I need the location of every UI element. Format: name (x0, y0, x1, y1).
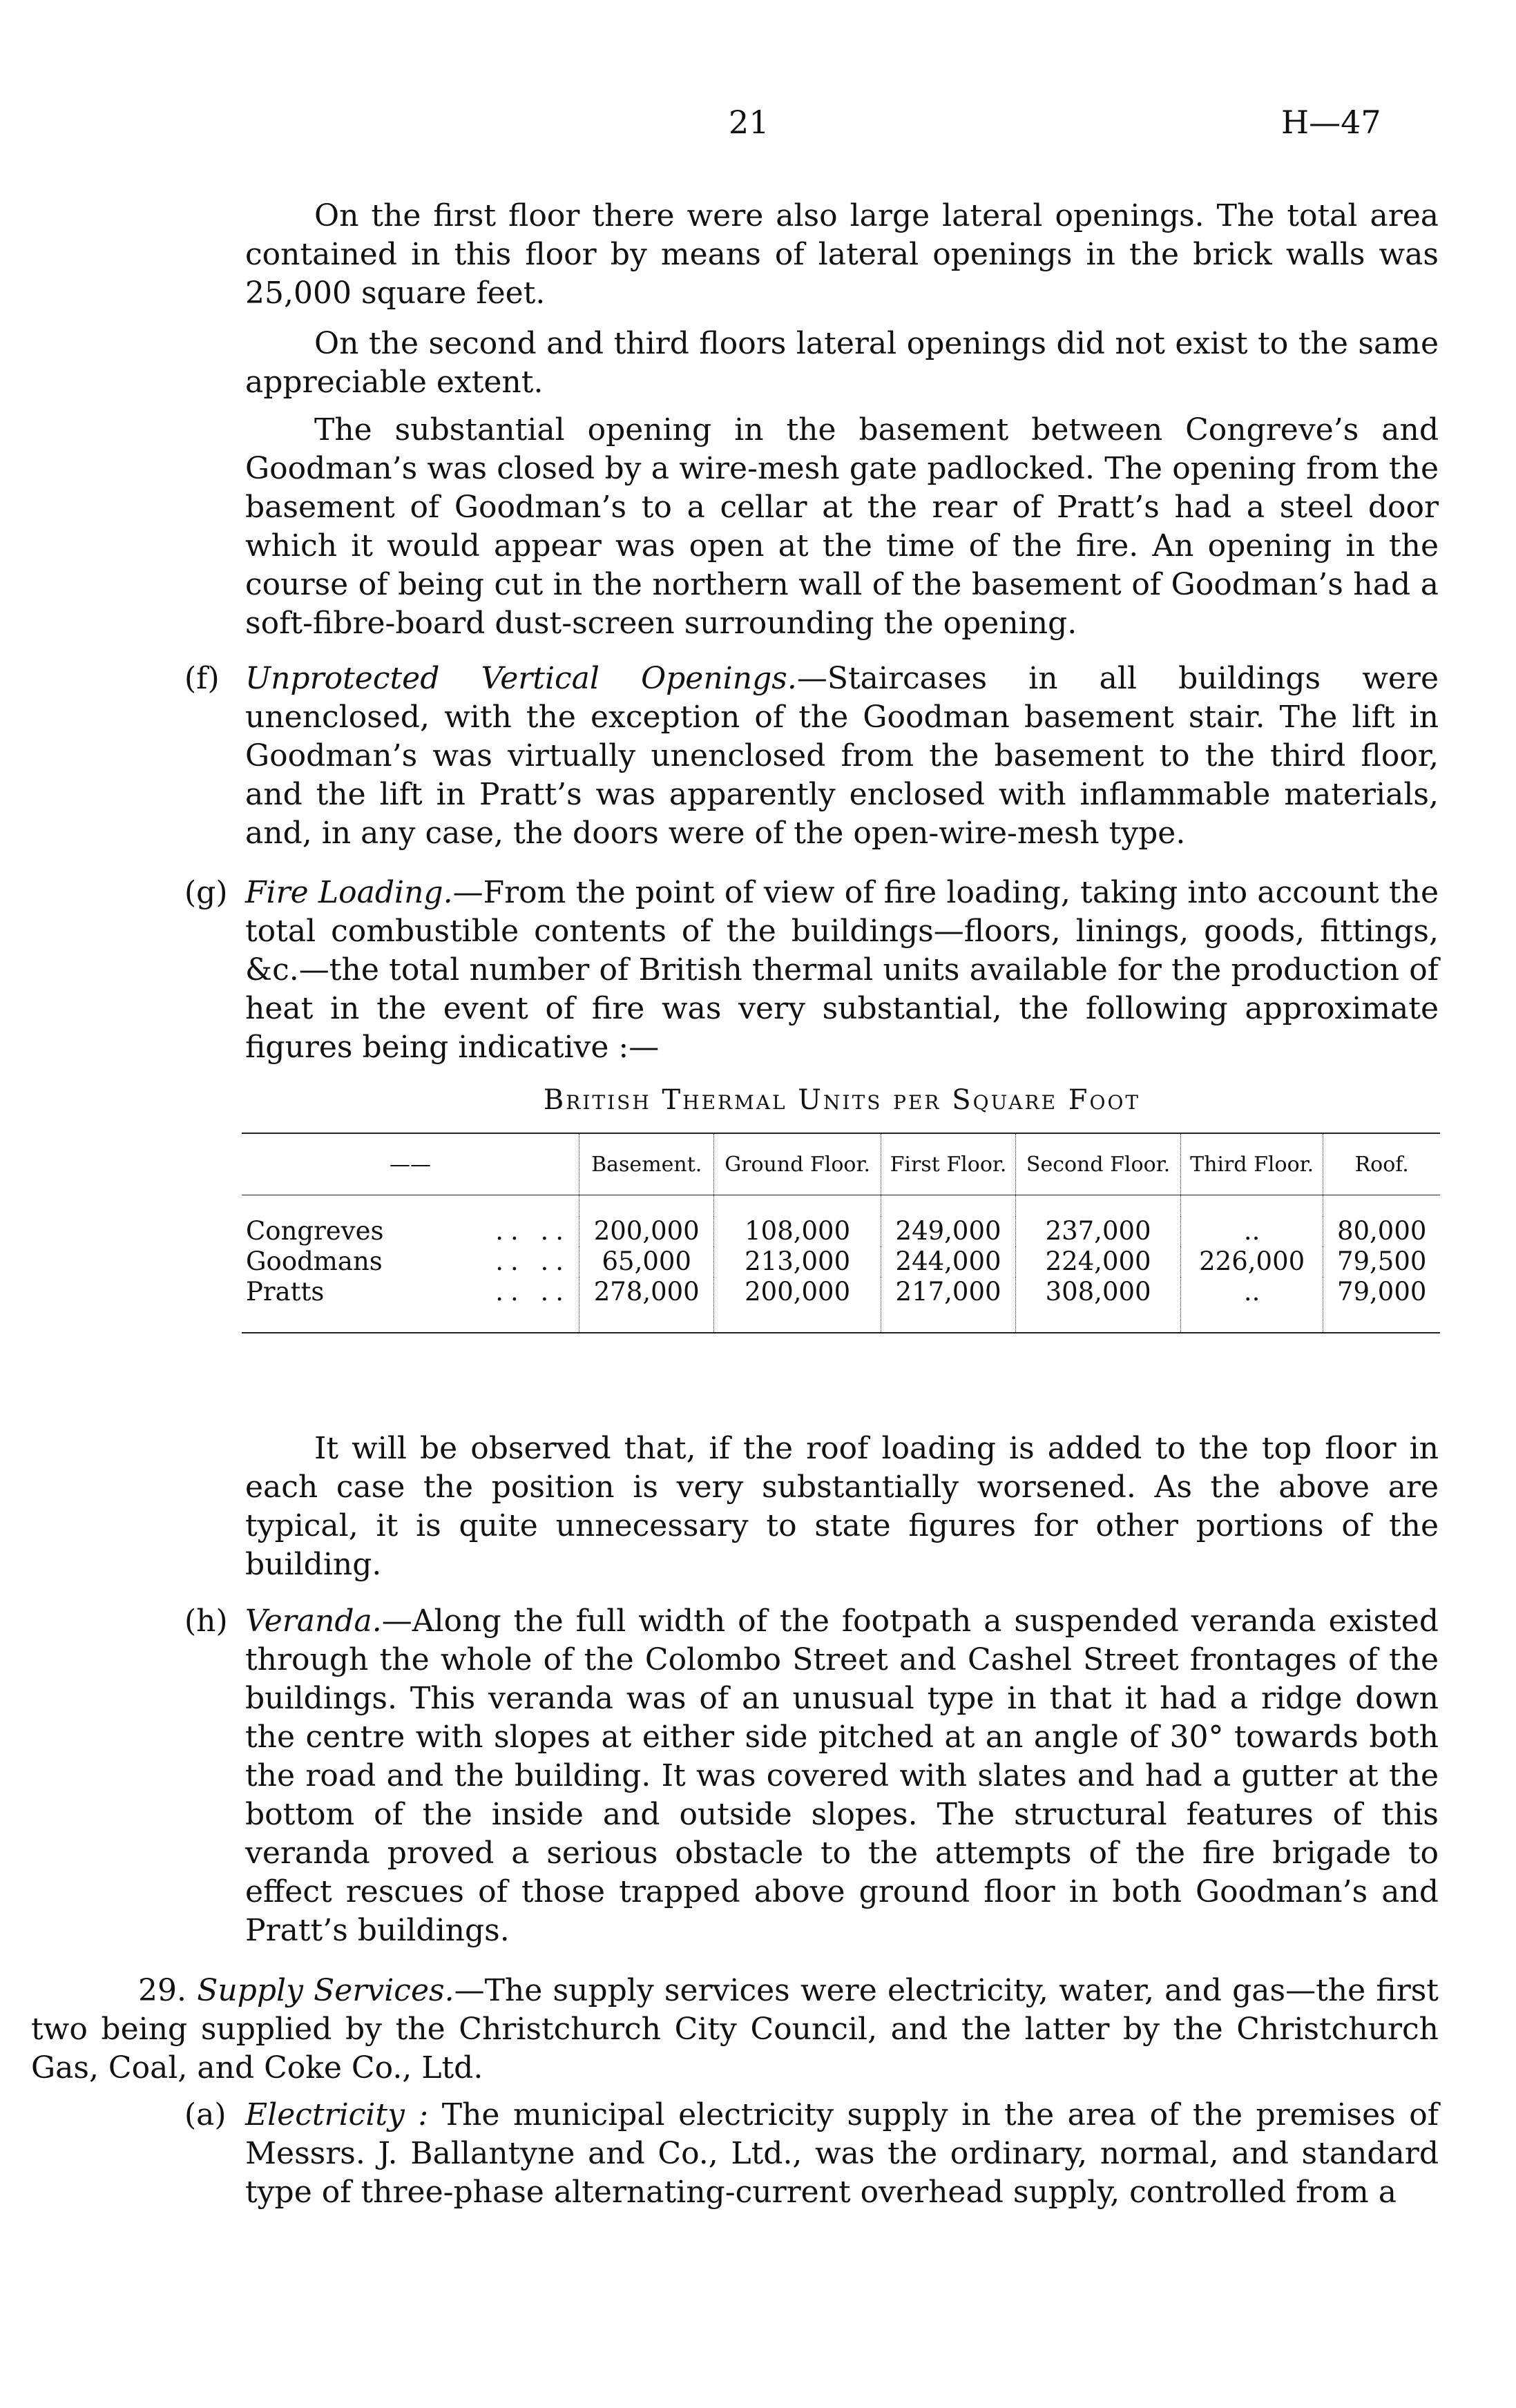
section-g (184, 874, 1439, 1067)
table-cell: 249,000 (881, 1216, 1015, 1246)
table-cell: 237,000 (1016, 1216, 1181, 1246)
section-h-label: (h) (184, 1603, 228, 1639)
section-29 (31, 1972, 1439, 2088)
section-a-label: (a) (184, 2097, 227, 2132)
column-header: Ground Floor. (714, 1133, 881, 1195)
section-h (184, 1602, 1439, 1950)
section-a-title: Electricity : (245, 2097, 429, 2132)
section-f-text: —Staircases in all buildings were unenclosed, with the exception of the Goodman basement stair. The lift in Goodman’s was virtually unenclosed from the basement to the third floor, and the lift in Pratt’s was apparently enclosed with inflammable materials, and, in any case, the doors were of the open-wire-mesh type. (245, 661, 1439, 851)
table-cell: 80,000 (1323, 1216, 1440, 1246)
table-cell: 65,000 (579, 1246, 714, 1277)
table-cell: 79,000 (1323, 1277, 1440, 1333)
column-header: Third Floor. (1180, 1133, 1323, 1195)
paragraph-first-floor: On the first floor there were also large lateral openings. The total area contained in this floor by means of lateral openings in the brick walls was 25,000 square feet. (245, 198, 1439, 311)
column-header: Second Floor. (1016, 1133, 1181, 1195)
row-label: Pratts .. .. (246, 1277, 570, 1307)
section-29-text: —The supply services were electricity, water, and gas—the first two being supplied by the Christchurch City Council, and the latter by the Christchurch Gas, Coal, and Coke Co., Ltd. (31, 1973, 1439, 2086)
table-header-row (242, 1133, 1440, 1195)
table-caption: British Thermal Units per Square Foot (543, 1084, 1141, 1116)
table-cell: .. (1180, 1277, 1323, 1333)
column-header: Roof. (1323, 1133, 1440, 1195)
section-f-label: (f) (184, 661, 220, 696)
section-g-title: Fire Loading. (245, 875, 453, 910)
table-cell: 200,000 (579, 1216, 714, 1246)
column-header: Basement. (579, 1133, 714, 1195)
paragraph-roof-loading: It will be observed that, if the roof loading is added to the top floor in each case the position is very substantially worsened. As the above are typical, it is quite unnecessary to state figures for other portions of the building. (245, 1431, 1439, 1582)
document-reference: H—47 (1281, 104, 1381, 141)
row-label: Goodmans .. .. (246, 1246, 570, 1276)
section-a (184, 2096, 1439, 2212)
table-cell: 108,000 (714, 1216, 881, 1246)
column-header: First Floor. (881, 1133, 1015, 1195)
section-a-text: The municipal electricity supply in the area of the premises of Messrs. J. Ballantyne and Co., Ltd., was the ordinary, normal, and standard type of three-phase alternating-current overhead supply, controlled from a (245, 2097, 1439, 2210)
table-cell: 213,000 (714, 1246, 881, 1277)
table-cell: 200,000 (714, 1277, 881, 1333)
table-row (242, 1277, 1440, 1333)
table-cell: 226,000 (1180, 1246, 1323, 1277)
table-cell: 308,000 (1016, 1277, 1181, 1333)
table-corner: —— (242, 1133, 579, 1195)
table-cell: .. (1180, 1216, 1323, 1246)
table-cell: 79,500 (1323, 1246, 1440, 1277)
section-h-text: —Along the full width of the footpath a suspended veranda existed through the whole of the Colombo Street and Cashel Street frontages of the buildings. This veranda was of an unusual type in that it had a ridge down the centre with slopes at either side pitched at an angle of 30° towards both the road and the building. It was covered with slates and had a gutter at the bottom of the inside and outside slopes. The structural features of this veranda proved a serious obstacle to the attempts of the fire brigade to effect rescues of those trapped above ground floor in both Goodman’s and Pratt’s buildings. (245, 1603, 1439, 1948)
section-29-number: 29. (138, 1973, 186, 2008)
section-f (184, 659, 1439, 853)
table-row (242, 1216, 1440, 1246)
table-cell: 224,000 (1016, 1246, 1181, 1277)
table-cell: 244,000 (881, 1246, 1015, 1277)
section-29-title: Supply Services. (197, 1973, 454, 2008)
table-cell: 278,000 (579, 1277, 714, 1333)
paragraph-basement-openings: The substantial opening in the basement between Congreve’s and Goodman’s was closed by a wire-mesh gate padlocked. The opening from the basement of Goodman’s to a cellar at the rear of Pratt’s had a steel door which it would appear was open at the time of the fire. An opening in the course of being cut in the northern wall of the basement of Goodman’s had a soft-fibre-board dust-screen surrounding the opening. (245, 412, 1439, 641)
section-g-text: —From the point of view of fire loading, taking into account the total combustible contents of the buildings—floors, linings, goods, fittings, &c.—the total number of British thermal units available for the production of heat in the event of fire was very substantial, the following approximate figures being indicative :— (245, 875, 1439, 1065)
section-h-title: Veranda. (245, 1603, 382, 1639)
page-number: 21 (729, 104, 769, 141)
table-cell: 217,000 (881, 1277, 1015, 1333)
row-label: Congreves .. .. (246, 1216, 570, 1246)
btu-table (242, 1133, 1440, 1333)
table-row (242, 1246, 1440, 1277)
paragraph-second-third-floors: On the second and third floors lateral openings did not exist to the same appreciable extent. (245, 326, 1439, 400)
section-f-title: Unprotected Vertical Openings. (245, 661, 797, 696)
section-g-label: (g) (184, 875, 228, 910)
